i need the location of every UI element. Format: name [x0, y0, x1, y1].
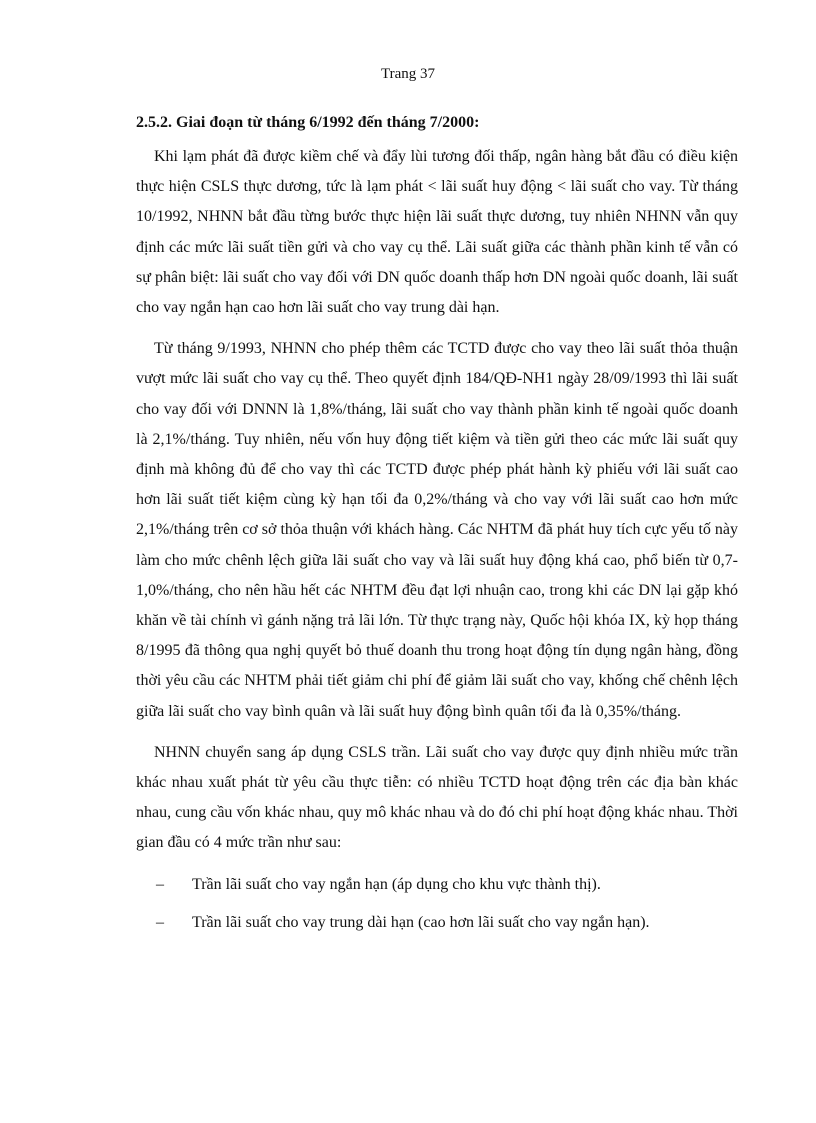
page-number: Trang 37 [380, 66, 436, 82]
section-heading: 2.5.2. Giai đoạn từ tháng 6/1992 đến tháng 7/2000: [136, 114, 480, 131]
bullet-item-2 [136, 908, 738, 938]
bullet-text: Trần lãi suất cho vay ngắn hạn (áp dụng cho khu vực thành thị). [192, 875, 601, 893]
bullet-dash: – [156, 875, 164, 893]
paragraph-1: Khi lạm phát đã được kiềm chế và đẩy lùi tương đối thấp, ngân hàng bắt đầu có điều kiện thực hiện CSLS thực dương, tức là lạm phát < lãi suất huy động < lãi suất cho vay. Từ tháng 10/1992, NHNN bắt đầu từng bước thực hiện lãi suất thực dương, tuy nhiên NHNN vẫn quy định các mức lãi suất tiền gửi và cho vay cụ thể. Lãi suất giữa các thành phần kinh tế vẫn có sự phân biệt: lãi suất cho vay đối với DN quốc doanh thấp hơn DN ngoài quốc doanh, lãi suất cho vay ngắn hạn cao hơn lãi suất cho vay trung dài hạn. [136, 148, 738, 317]
document-body [136, 110, 738, 946]
bullet-dash: – [156, 913, 164, 931]
paragraph-2: Từ tháng 9/1993, NHNN cho phép thêm các TCTD được cho vay theo lãi suất thỏa thuận vượt mức lãi suất cho vay cụ thể. Theo quyết định 184/QĐ-NH1 ngày 28/09/1993 thì lãi suất cho vay đối với DNNN là 1,8%/tháng, lãi suất cho vay thành phần kinh tế ngoài quốc doanh là 2,1%/tháng. Tuy nhiên, nếu vốn huy động tiết kiệm và tiền gửi theo các mức lãi suất quy định mà không đủ để cho vay thì các TCTD được phép phát hành kỳ phiếu với lãi suất cao hơn lãi suất tiết kiệm cùng kỳ hạn tối đa 0,2%/tháng và cho vay với lãi suất cao hơn mức 2,1%/tháng trên cơ sở thỏa thuận với khách hàng. Các NHTM đã phát huy tích cực yếu tố này làm cho mức chênh lệch giữa lãi suất cho vay và lãi suất huy động khá cao, phổ biến từ 0,7-1,0%/tháng, cho nên hầu hết các NHTM đều đạt lợi nhuận cao, trong khi các DN lại gặp khó khăn về tài chính vì gánh nặng trả lãi lớn. Từ thực trạng này, Quốc hội khóa IX, kỳ họp tháng 8/1995 đã thông qua nghị quyết bỏ thuế doanh thu trong hoạt động tín dụng ngân hàng, đồng thời yêu cầu các NHTM phải tiết giảm chi phí để giảm lãi suất cho vay, khống chế chênh lệch giữa lãi suất cho vay bình quân và lãi suất huy động bình quân tối đa là 0,35%/tháng. [136, 340, 738, 720]
bullet-item-1 [136, 870, 738, 900]
paragraph-3: NHNN chuyển sang áp dụng CSLS trần. Lãi suất cho vay được quy định nhiều mức trần khác nhau xuất phát từ yêu cầu thực tiễn: có nhiều TCTD hoạt động trên các địa bàn khác nhau, cung cầu vốn khác nhau, quy mô khác nhau và do đó chi phí hoạt động khác nhau. Thời gian đầu có 4 mức trần như sau: [136, 743, 738, 852]
bullet-text: Trần lãi suất cho vay trung dài hạn (cao hơn lãi suất cho vay ngắn hạn). [192, 913, 650, 931]
